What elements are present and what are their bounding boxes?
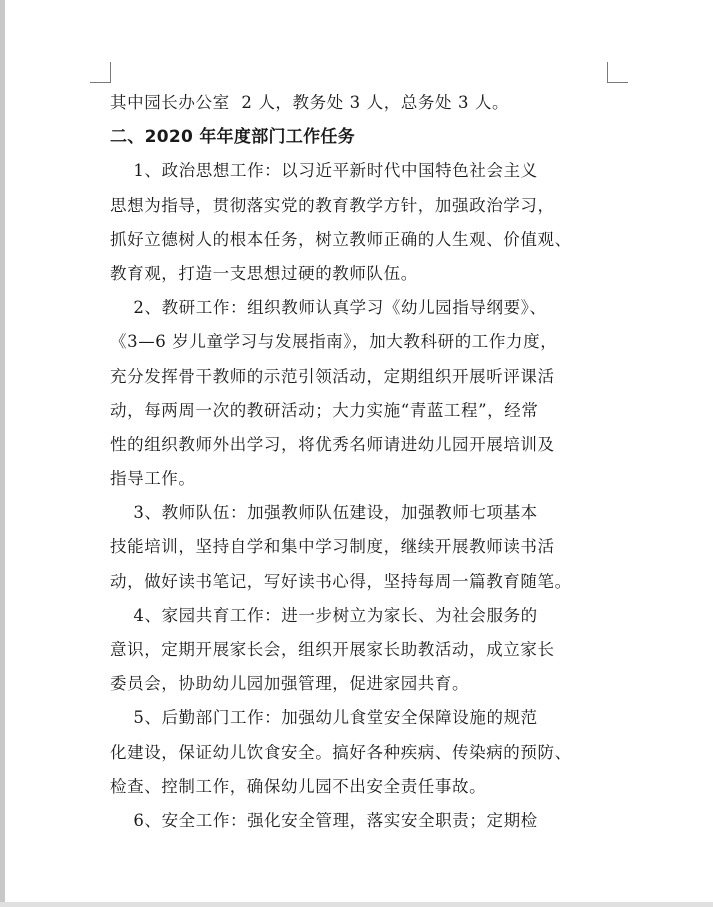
text-line: 教育观，打造一支思想过硬的教师队伍。: [110, 263, 418, 283]
text-line: 委员会，协助幼儿园加强管理，促进家园共育。: [110, 674, 470, 694]
text-line: 性的组织教师外出学习，将优秀名师请进幼儿园开展培训及: [110, 434, 555, 454]
text-line: 抓好立德树人的根本任务，树立教师正确的人生观、价值观、: [110, 229, 572, 249]
text-line: 意识，定期开展家长会，组织开展家长助教活动，成立家长: [110, 640, 555, 659]
text-line: 技能培训，坚持自学和集中学习制度，继续开展教师读书活: [110, 537, 555, 557]
text-line: 充分发挥骨干教师的示范引领活动，定期组织开展听评课活: [110, 366, 555, 386]
text-line: 4、家园共育工作：进一步树立为家长、为社会服务的: [110, 605, 538, 625]
page-left-edge: [0, 0, 5, 907]
text-line: 动，每两周一次的教研活动；大力实施“青蓝工程”，经常: [110, 400, 539, 420]
text-line: 指导工作。: [110, 469, 196, 489]
section-heading: 二、2020 年年度部门工作任务: [110, 127, 356, 148]
document-body: [110, 86, 610, 838]
text-line: 3、教师队伍：加强教师队伍建设，加强教师七项基本: [110, 503, 538, 523]
text-line: 5、后勤部门工作：加强幼儿食堂安全保障设施的规范: [110, 708, 538, 728]
text-line: 1、政治思想工作：以习近平新时代中国特色社会主义: [110, 161, 538, 181]
page-bottom-edge: [0, 902, 713, 907]
text-line: 动，做好读书笔记，写好读书心得，坚持每周一篇教育随笔。: [110, 571, 572, 591]
text-line: 《3—6 岁儿童学习与发展指南》，加大教科研的工作力度，: [110, 332, 558, 352]
text-line: 检查、控制工作，确保幼儿园不出安全责任事故。: [110, 776, 487, 796]
margin-corner-mark-left: [90, 62, 111, 83]
text-line: 其中园长办公室 2 人，教务处 3 人，总务处 3 人。: [110, 93, 510, 112]
text-line: 化建设，保证幼儿饮食安全。搞好各种疾病、传染病的预防、: [110, 742, 572, 762]
text-line: 思想为指导，贯彻落实党的教育教学方针，加强政治学习，: [110, 195, 555, 215]
text-line: 2、教研工作：组织教师认真学习《幼儿园指导纲要》、: [110, 298, 547, 318]
text-line: 6、安全工作：强化安全管理，落实安全职责；定期检: [110, 810, 538, 830]
margin-corner-mark-right: [607, 62, 628, 83]
